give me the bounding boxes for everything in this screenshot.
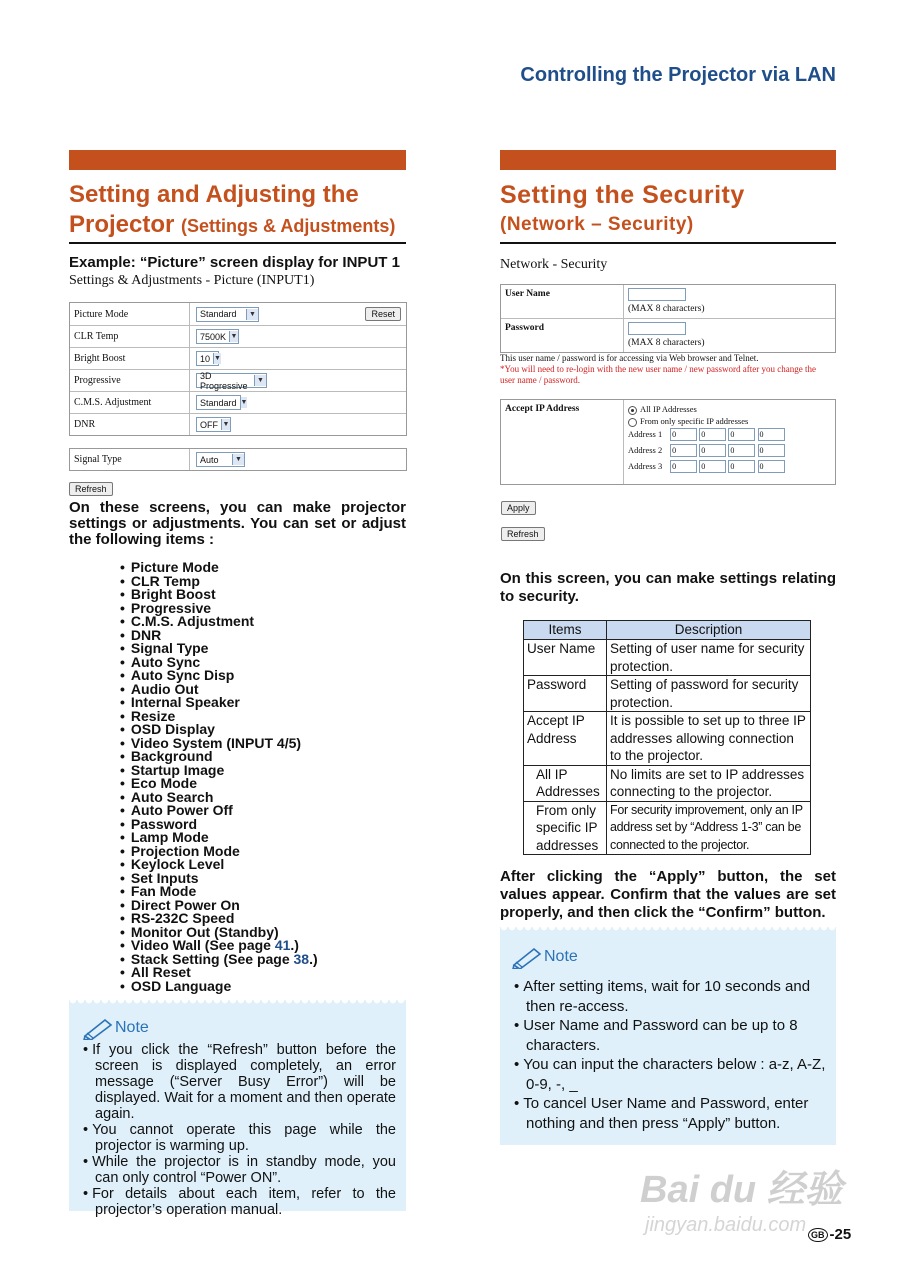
region-mark: GB	[808, 1228, 828, 1242]
address-label: Address 3	[628, 461, 663, 471]
list-item: • Fan Mode	[120, 885, 410, 899]
chevron-down-icon: ▼	[254, 375, 266, 386]
apply-button[interactable]: Apply	[501, 501, 536, 515]
note-item: • While the projector is in standby mode, you can only control “Power ON”.	[83, 1154, 396, 1186]
left-title-main: Projector	[69, 211, 175, 238]
address-row	[628, 444, 831, 457]
list-item: • Video System (INPUT 4/5)	[120, 737, 410, 751]
ip-octet-input[interactable]: 0	[728, 460, 755, 473]
right-title-line1: Setting the Security	[500, 181, 745, 209]
section-bar-left	[69, 150, 406, 170]
list-item: • Audio Out	[120, 683, 410, 697]
baidu-watermark: Bai du 经验	[640, 1169, 843, 1211]
list-item: • All Reset	[120, 966, 410, 980]
right-title-line2: (Network – Security)	[500, 214, 694, 235]
radio-button[interactable]	[628, 406, 637, 415]
list-item: • Keylock Level	[120, 858, 410, 872]
list-item: • Set Inputs	[120, 872, 410, 886]
clr-temp-select[interactable]: 7500K ▼	[196, 329, 239, 344]
ip-octet-input[interactable]: 0	[670, 444, 697, 457]
address-row	[628, 428, 831, 441]
apply-confirm-text: After clicking the “Apply” button, the set values appear. Confirm that the values are set properly, and then click the “Confirm” button.	[500, 868, 836, 921]
list-item: • Bright Boost	[120, 588, 410, 602]
note-item: • After setting items, wait for 10 seconds and then re-access.	[514, 977, 826, 1016]
picture-screen-title: Settings & Adjustments - Picture (INPUT1)	[69, 273, 315, 288]
table-cell: No limits are set to IP addresses connecting to the projector.	[607, 765, 811, 801]
ip-octet-input[interactable]: 0	[699, 460, 726, 473]
list-item: • Eco Mode	[120, 777, 410, 791]
list-item: • Password	[120, 818, 410, 832]
list-item: • Auto Search	[120, 791, 410, 805]
list-item: • Picture Mode	[120, 561, 410, 575]
form-row	[501, 400, 835, 484]
form-row	[70, 414, 406, 435]
ip-octet-input[interactable]: 0	[670, 460, 697, 473]
right-title-rule	[500, 242, 836, 244]
note-title: Note	[544, 948, 578, 965]
user-name-input[interactable]	[628, 288, 686, 301]
form-label: CLR Temp	[70, 326, 190, 347]
list-item: • Direct Power On	[120, 899, 410, 913]
ip-octet-input[interactable]: 0	[728, 444, 755, 457]
security-screen-title: Network - Security	[500, 257, 608, 272]
max-chars-hint: (MAX 8 characters)	[628, 304, 705, 314]
list-item: • Lamp Mode	[120, 831, 410, 845]
list-item: • CLR Temp	[120, 575, 410, 589]
address-row	[628, 460, 831, 473]
form-row	[501, 285, 835, 319]
list-item: • Signal Type	[120, 642, 410, 656]
picture-settings-form	[69, 302, 407, 436]
table-row	[524, 765, 811, 801]
signal-type-form	[69, 448, 407, 471]
table-cell: Password	[524, 676, 607, 712]
ip-octet-input[interactable]: 0	[670, 428, 697, 441]
table-row	[524, 801, 811, 855]
form-label: Signal Type	[70, 449, 190, 470]
page-link[interactable]: 41	[274, 937, 291, 953]
form-label: DNR	[70, 414, 190, 435]
note-item: • If you click the “Refresh” button before the screen is displayed completely, an error message (“Server Busy Error”) will be displayed. Wait for a moment and then operate again.	[83, 1042, 396, 1122]
form-label: Bright Boost	[70, 348, 190, 369]
page-link[interactable]: 38	[293, 950, 310, 967]
left-section-title	[69, 180, 409, 241]
list-item: • Projection Mode	[120, 845, 410, 859]
note-item: • You cannot operate this page while the projector is warming up.	[83, 1122, 396, 1154]
left-title-sub: (Settings & Adjustments)	[181, 216, 396, 236]
left-title-line1: Setting and Adjusting the	[69, 181, 359, 208]
table-header: Items	[524, 621, 607, 640]
table-cell: Setting of password for security protection.	[607, 676, 811, 712]
running-header: Controlling the Projector via LAN	[520, 64, 836, 86]
bright-boost-select[interactable]: 10 ▼	[196, 351, 219, 366]
table-cell: All IP Addresses	[524, 765, 607, 801]
warning-line: *You will need to re-login with the new user name / new password after you change the user name / password.	[500, 364, 817, 385]
table-row	[524, 712, 811, 766]
example-title: Example: “Picture” screen display for INPUT 1	[69, 254, 400, 271]
reset-button[interactable]: Reset	[365, 307, 401, 321]
baidu-watermark-url: jingyan.baidu.com	[645, 1214, 807, 1236]
password-label: Password	[501, 319, 624, 352]
access-info	[500, 353, 830, 386]
ip-octet-input[interactable]: 0	[699, 444, 726, 457]
note-title: Note	[115, 1019, 149, 1036]
form-row	[70, 326, 406, 348]
chevron-down-icon: ▼	[214, 355, 221, 362]
list-item: • DNR	[120, 629, 410, 643]
right-section-title	[500, 180, 836, 240]
form-label: Progressive	[70, 370, 190, 391]
section-bar-right	[500, 150, 836, 170]
chevron-down-icon: ▼	[246, 309, 258, 320]
table-row	[524, 676, 811, 712]
security-items-table	[523, 620, 811, 855]
right-note-box	[500, 927, 836, 1145]
list-item: • Startup Image	[120, 764, 410, 778]
chevron-down-icon: ▼	[240, 399, 248, 406]
list-item: • OSD Display	[120, 723, 410, 737]
form-row	[501, 319, 835, 352]
table-cell: Setting of user name for security protection.	[607, 640, 811, 676]
chevron-down-icon: ▼	[230, 333, 238, 340]
signal-type-select[interactable]: Auto ▼	[196, 452, 245, 467]
table-cell: Accept IP Address	[524, 712, 607, 766]
table-header-row	[524, 621, 811, 640]
refresh-button[interactable]: Refresh	[69, 482, 113, 496]
form-row	[70, 348, 406, 370]
form-row	[70, 449, 406, 470]
accept-ip-label: Accept IP Address	[501, 400, 624, 484]
left-note-list	[83, 1042, 396, 1218]
chevron-down-icon: ▼	[222, 421, 230, 428]
dnr-select[interactable]: OFF ▼	[196, 417, 231, 432]
ip-octet-input[interactable]: 0	[758, 428, 785, 441]
note-item: • For details about each item, refer to the projector’s operation manual.	[83, 1186, 396, 1218]
form-row	[70, 303, 406, 326]
table-cell: From only specific IP addresses	[524, 801, 607, 855]
radio-specific-option[interactable]: From only specific IP addresses	[628, 415, 831, 427]
address-label: Address 2	[628, 445, 663, 455]
table-row	[524, 640, 811, 676]
list-item: • OSD Language	[120, 980, 410, 994]
left-title-rule	[69, 242, 406, 244]
note-header	[500, 933, 836, 969]
list-item: • Auto Sync	[120, 656, 410, 670]
table-cell: For security improvement, only an IP address set by “Address 1-3” can be connected to the projector.	[607, 801, 811, 855]
note-item: • You can input the characters below : a-z, A-Z, 0-9, -, _	[514, 1055, 826, 1094]
list-item: • Resize	[120, 710, 410, 724]
settings-item-list	[120, 561, 410, 993]
picture-mode-select[interactable]: Standard ▼	[196, 307, 259, 322]
table-cell: It is possible to set up to three IP addresses allowing connection to the projector.	[607, 712, 811, 766]
list-item: • RS-232C Speed	[120, 912, 410, 926]
radio-button[interactable]	[628, 418, 637, 427]
list-item: • Stack Setting (See page 38.)	[120, 953, 410, 967]
refresh-button[interactable]: Refresh	[501, 527, 545, 541]
progressive-select[interactable]: 3D Progressive ▼	[196, 373, 267, 388]
note-header	[69, 1006, 406, 1040]
ip-octet-input[interactable]: 0	[758, 460, 785, 473]
list-item: • Auto Sync Disp	[120, 669, 410, 683]
pencil-icon	[83, 1016, 115, 1040]
list-item: • Monitor Out (Standby)	[120, 926, 410, 940]
form-row	[70, 392, 406, 414]
chevron-down-icon: ▼	[232, 454, 244, 465]
password-input[interactable]	[628, 322, 686, 335]
address-label: Address 1	[628, 429, 663, 439]
ip-octet-input[interactable]: 0	[728, 428, 755, 441]
page-number-text: -25	[829, 1226, 852, 1243]
table-cell: User Name	[524, 640, 607, 676]
right-intro-text: On this screen, you can make settings relating to security.	[500, 570, 836, 605]
list-item: • Background	[120, 750, 410, 764]
page-number	[808, 1226, 851, 1243]
info-line: This user name / password is for accessing via Web browser and Telnet.	[500, 353, 759, 363]
form-label: C.M.S. Adjustment	[70, 392, 190, 413]
credentials-form	[500, 284, 836, 353]
user-name-label: User Name	[501, 285, 624, 318]
note-item: • User Name and Password can be up to 8 characters.	[514, 1016, 826, 1055]
accept-ip-form	[500, 399, 836, 485]
list-item: • Video Wall (See page 41.)	[120, 939, 410, 953]
ip-octet-input[interactable]: 0	[699, 428, 726, 441]
table-header: Description	[607, 621, 811, 640]
right-note-list	[514, 977, 826, 1133]
note-item: • To cancel User Name and Password, enter nothing and then press “Apply” button.	[514, 1094, 826, 1133]
list-item: • Progressive	[120, 602, 410, 616]
left-intro-text: On these screens, you can make projector settings or adjustments. You can set or adjust the following items :	[69, 499, 406, 548]
form-label: Picture Mode	[70, 303, 190, 325]
form-row	[70, 370, 406, 392]
list-item: • Auto Power Off	[120, 804, 410, 818]
ip-octet-input[interactable]: 0	[758, 444, 785, 457]
list-item: • C.M.S. Adjustment	[120, 615, 410, 629]
left-note-box	[69, 1000, 406, 1218]
max-chars-hint: (MAX 8 characters)	[628, 338, 705, 348]
list-item: • Internal Speaker	[120, 696, 410, 710]
radio-all-option[interactable]: All IP Addresses	[628, 403, 831, 415]
cms-adjustment-select[interactable]: Standard ▼	[196, 395, 241, 410]
pencil-icon	[512, 945, 544, 969]
